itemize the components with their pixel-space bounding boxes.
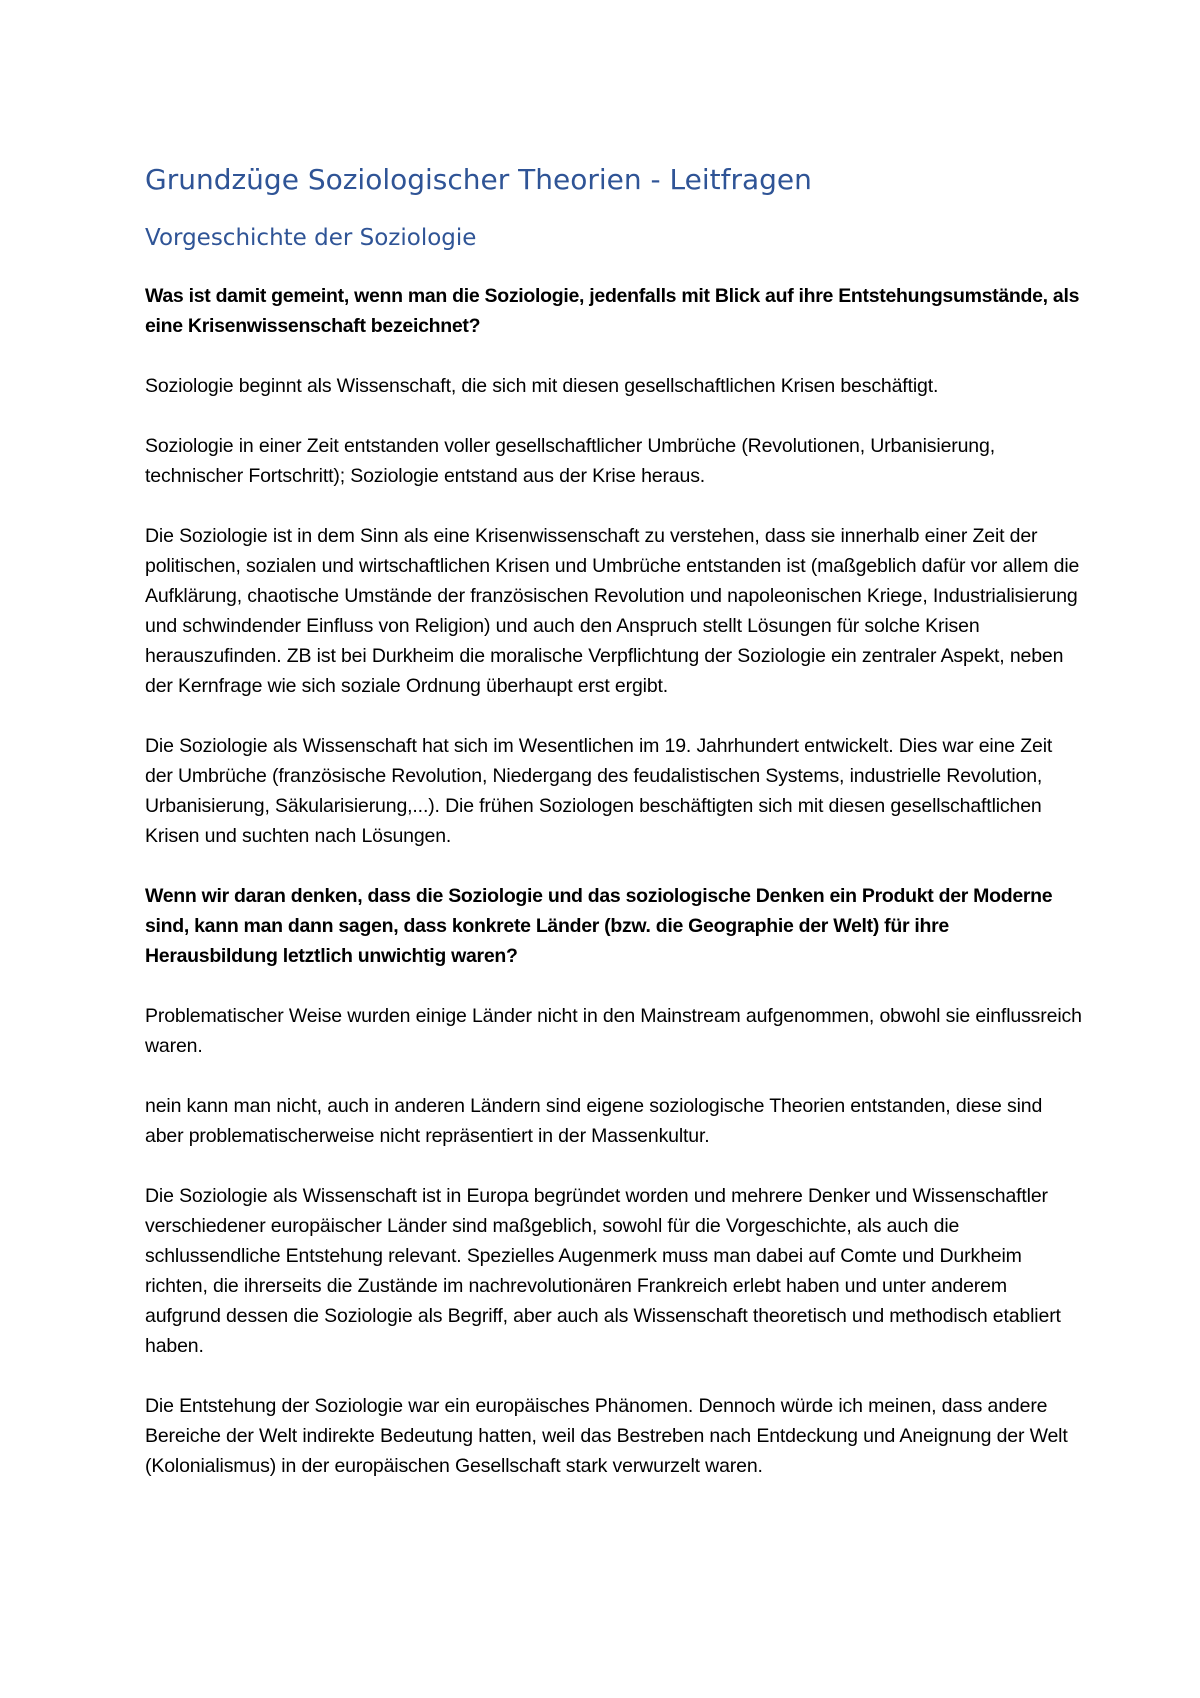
answer-paragraph: Die Entstehung der Soziologie war ein europäisches Phänomen. Dennoch würde ich meinen, dass andere Bereiche der Welt indirekte Bedeutung hatten, weil das Bestreben nach Entdeckung und Aneignung der Welt (Kolonialismus) in der europäischen Gesellschaft stark verwurzelt waren.	[145, 1394, 1068, 1477]
document-page	[145, 162, 1085, 1511]
answer-paragraph: Problematischer Weise wurden einige Länder nicht in den Mainstream aufgenommen, obwohl sie einflussreich waren.	[145, 1004, 1082, 1057]
answer-paragraph: nein kann man nicht, auch in anderen Ländern sind eigene soziologische Theorien entstanden, diese sind aber problematischerweise nicht repräsentiert in der Massenkultur.	[145, 1094, 1043, 1147]
answer-paragraph: Die Soziologie als Wissenschaft ist in Europa begründet worden und mehrere Denker und Wissenschaftler verschiedener europäischer Länder sind maßgeblich, sowohl für die Vorgeschichte, als auch die schlussendliche Entstehung relevant. Spezielles Augenmerk muss man dabei auf Comte und Durkheim richten, die ihrerseits die Zustände im nachrevolutionären Frankreich erlebt haben und unter anderem aufgrund dessen die Soziologie als Begriff, aber auch als Wissenschaft theoretisch und methodisch etabliert haben.	[145, 1184, 1061, 1357]
document-title: Grundzüge Soziologischer Theorien - Leitfragen	[145, 163, 812, 196]
answer-paragraph: Soziologie beginnt als Wissenschaft, die sich mit diesen gesellschaftlichen Krisen beschäftigt.	[145, 374, 939, 397]
answer-paragraph: Soziologie in einer Zeit entstanden voller gesellschaftlicher Umbrüche (Revolutionen, Urbanisierung, technischer Fortschritt); Soziologie entstand aus der Krise heraus.	[145, 434, 995, 487]
question-paragraph: Was ist damit gemeint, wenn man die Soziologie, jedenfalls mit Blick auf ihre Entstehungsumstände, als eine Krisenwissenschaft bezeichnet?	[145, 284, 1080, 337]
section-heading: Vorgeschichte der Soziologie	[145, 225, 477, 251]
answer-paragraph: Die Soziologie als Wissenschaft hat sich im Wesentlichen im 19. Jahrhundert entwickelt. Dies war eine Zeit der Umbrüche (französische Revolution, Niedergang des feudalistischen Systems, industrielle Revolution, Urbanisierung, Säkularisierung,...). Die frühen Soziologen beschäftigten sich mit diesen gesellschaftlichen Krisen und suchten nach Lösungen.	[145, 734, 1053, 847]
question-paragraph: Wenn wir daran denken, dass die Soziologie und das soziologische Denken ein Produkt der Moderne sind, kann man dann sagen, dass konkrete Länder (bzw. die Geographie der Welt) für ihre Herausbildung letztlich unwichtig waren?	[145, 884, 1053, 967]
answer-paragraph: Die Soziologie ist in dem Sinn als eine Krisenwissenschaft zu verstehen, dass sie innerhalb einer Zeit der politischen, sozialen und wirtschaftlichen Krisen und Umbrüche entstanden ist (maßgeblich dafür vor allem die Aufklärung, chaotische Umstände der französischen Revolution und napoleonischen Kriege, Industrialisierung und schwindender Einfluss von Religion) und auch den Anspruch stellt Lösungen für solche Krisen herauszufinden. ZB ist bei Durkheim die moralische Verpflichtung der Soziologie ein zentraler Aspekt, neben der Kernfrage wie sich soziale Ordnung überhaupt erst ergibt.	[145, 524, 1080, 697]
